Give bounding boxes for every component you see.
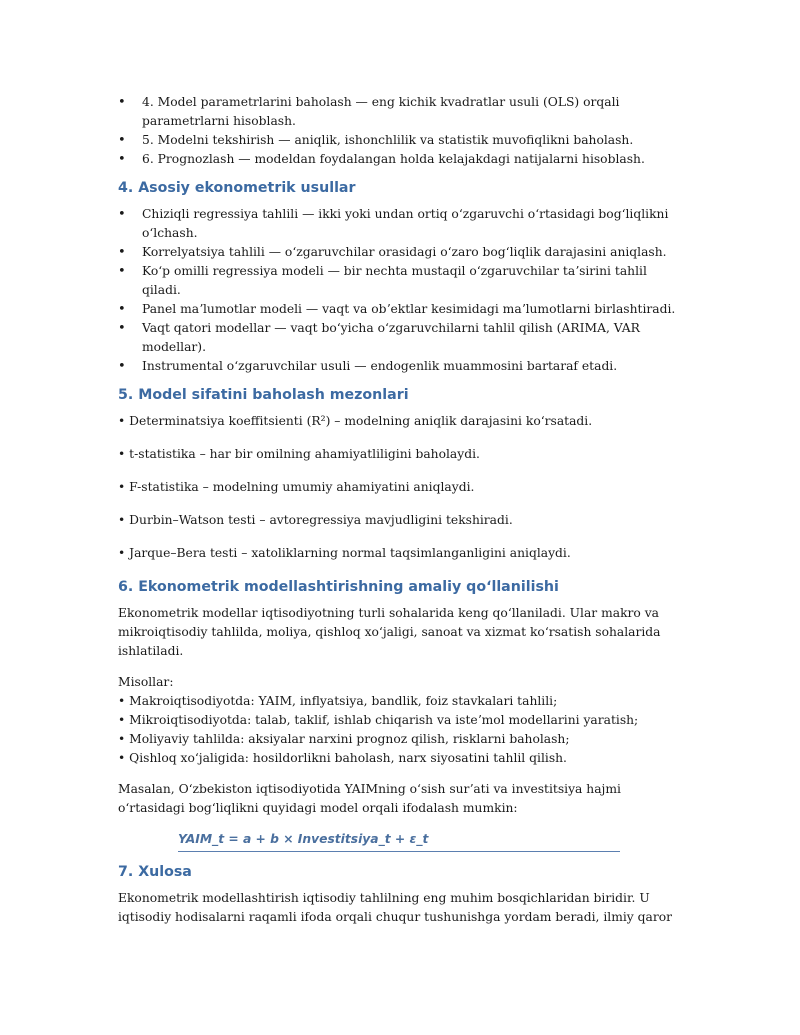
criteria-list xyxy=(118,412,683,563)
list-item: • Koʻp omilli regressiya modeli — bir nechta mustaqil oʻzgaruvchilar taʼsirini tahlil qiladi. xyxy=(118,262,683,300)
example-paragraph: Masalan, Oʻzbekiston iqtisodiyotida YAIMning oʻsish surʼati va investitsiya hajmi oʻrtasidagi bogʻliqlikni quyidagi model orqali ifodalash mumkin: xyxy=(118,782,621,815)
section-6-intro: Ekonometrik modellar iqtisodiyotning turli sohalarida keng qoʻllaniladi. Ular makro va mikroiqtisodiy tahlilda, moliya, qishloq xoʻjaligi, sanoat va xizmat koʻrsatish sohalarida ishlatiladi. xyxy=(118,606,661,658)
formula-block xyxy=(178,830,620,852)
document-content xyxy=(118,93,683,939)
list-item: • Chiziqli regressiya tahlili — ikki yoki undan ortiq oʻzgaruvchi oʻrtasidagi bogʻliqlikni oʻlchash. xyxy=(118,205,683,243)
list-item: • t-statistika – har bir omilning ahamiyatliligini baholaydi. xyxy=(118,447,480,461)
methods-list xyxy=(118,205,683,376)
list-item: • Korrelyatsiya tahlili — oʻzgaruvchilar orasidagi oʻzaro bogʻliqlik darajasini aniqlash. xyxy=(118,243,683,262)
list-item: • Mikroiqtisodiyotda: talab, taklif, ishlab chiqarish va isteʼmol modellarini yaratish; xyxy=(118,713,639,727)
list-item: • 6. Prognozlash — modeldan foydalangan holda kelajakdagi natijalarni hisoblash. xyxy=(118,150,683,169)
section-7-heading: 7. Xulosa xyxy=(118,864,192,880)
examples-label: Misollar: xyxy=(118,675,174,689)
list-item: • Instrumental oʻzgaruvchilar usuli — endogenlik muammosini bartaraf etadi. xyxy=(118,357,683,376)
examples-list xyxy=(118,692,683,768)
section-6-heading: 6. Ekonometrik modellashtirishning amaliy qoʻllanilishi xyxy=(118,579,559,595)
list-item: • Makroiqtisodiyotda: YAIM, inflyatsiya, bandlik, foiz stavkalari tahlili; xyxy=(118,694,558,708)
list-item: • Jarque–Bera testi – xatoliklarning normal taqsimlanganligini aniqlaydi. xyxy=(118,546,571,560)
steps-list xyxy=(118,93,683,169)
section-4-heading: 4. Asosiy ekonometrik usullar xyxy=(118,180,356,196)
list-item: • Moliyaviy tahlilda: aksiyalar narxini prognoz qilish, risklarni baholash; xyxy=(118,732,570,746)
list-item: • Durbin–Watson testi – avtoregressiya mavjudligini tekshiradi. xyxy=(118,513,513,527)
list-item: • Vaqt qatori modellar — vaqt boʻyicha oʻzgaruvchilarni tahlil qilish (ARIMA, VAR modellar). xyxy=(118,319,683,357)
list-item: • Panel maʼlumotlar modeli — vaqt va obʼektlar kesimidagi maʼlumotlarni birlashtiradi. xyxy=(118,300,683,319)
conclusion-paragraph: Ekonometrik modellashtirish iqtisodiy tahlilning eng muhim bosqichlaridan biridir. U iqtisodiy hodisalarni raqamli ifoda orqali chuqur tushunishga yordam beradi, ilmiy qaror xyxy=(118,891,673,924)
list-item: • Determinatsiya koeffitsienti (R²) – modelning aniqlik darajasini koʻrsatadi. xyxy=(118,414,593,428)
list-item: • 4. Model parametrlarini baholash — eng kichik kvadratlar usuli (OLS) orqali parametrlarni hisoblash. xyxy=(118,93,683,131)
formula: YAIM_t = a + b × Investitsiya_t + ε_t xyxy=(178,832,429,846)
list-item: • 5. Modelni tekshirish — aniqlik, ishonchlilik va statistik muvofiqlikni baholash. xyxy=(118,131,683,150)
list-item: • F-statistika – modelning umumiy ahamiyatini aniqlaydi. xyxy=(118,480,475,494)
list-item: • Qishloq xoʻjaligida: hosildorlikni baholash, narx siyosatini tahlil qilish. xyxy=(118,751,567,765)
section-5-heading: 5. Model sifatini baholash mezonlari xyxy=(118,387,409,403)
